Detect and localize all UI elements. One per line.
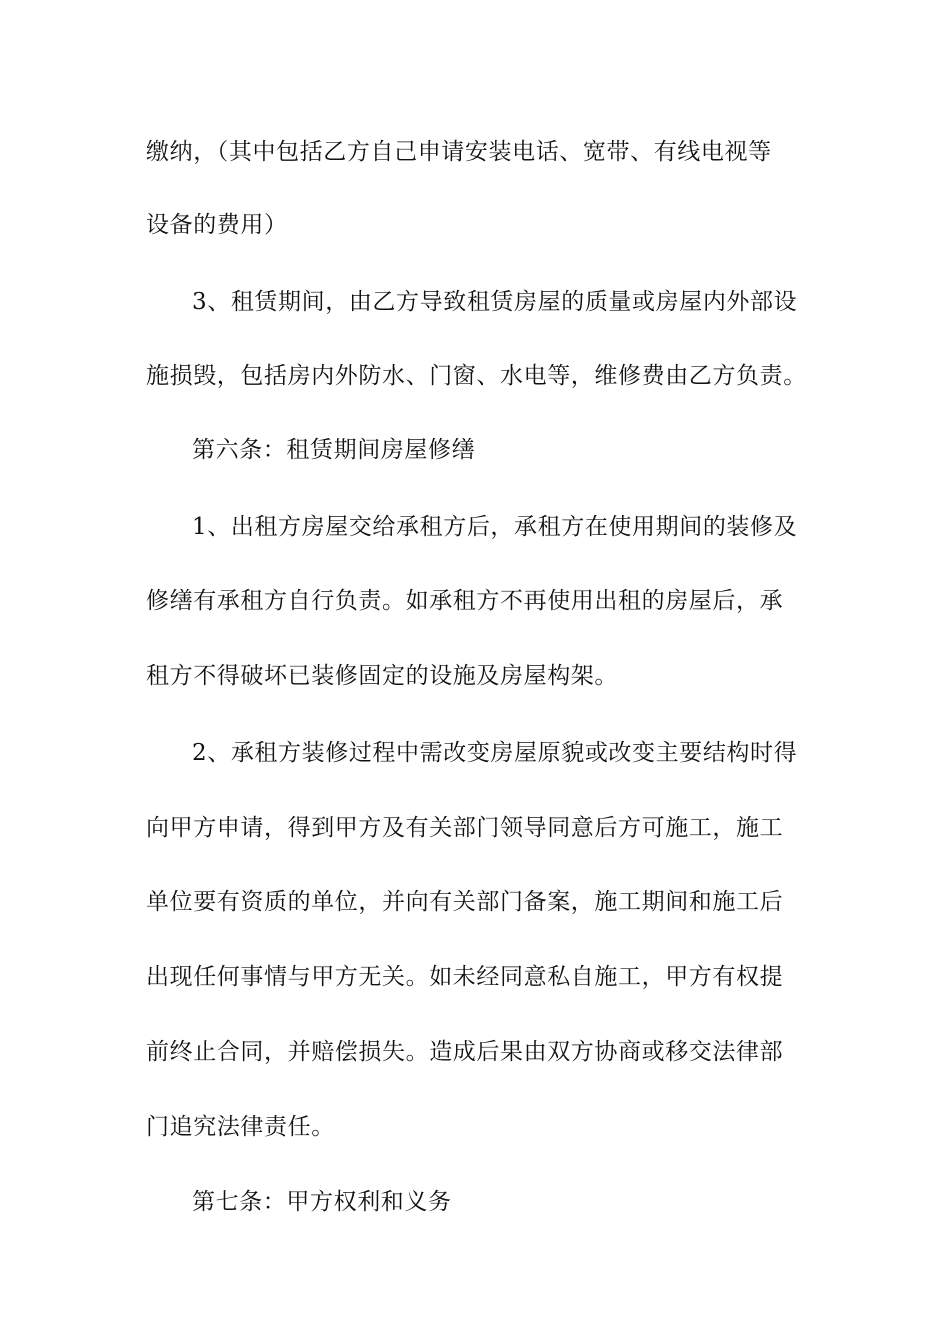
text-line: 出现任何事情与甲方无关。如未经同意私自施工，甲方有权提 [146, 964, 784, 990]
text-line: 缴纳，（其中包括乙方自己申请安装电话、宽带、有线电视等 [146, 139, 772, 165]
text-line: 门追究法律责任。 [146, 1114, 335, 1140]
text-line: 租方不得破坏已装修固定的设施及房屋构架。 [146, 663, 618, 689]
text-line: 单位要有资质的单位，并向有关部门备案，施工期间和施工后 [146, 889, 784, 915]
text-line: 设备的费用） [146, 212, 288, 238]
paragraph-line: 3、租赁期间，由乙方导致租赁房屋的质量或房屋内外部设 [192, 289, 798, 315]
paragraph-line: 2、承租方装修过程中需改变房屋原貌或改变主要结构时得 [192, 740, 798, 766]
section-heading: 第七条：甲方权利和义务 [192, 1189, 452, 1215]
text-line: 向甲方申请，得到甲方及有关部门领导同意后方可施工，施工 [146, 815, 784, 841]
paragraph-line: 1、出租方房屋交给承租方后，承租方在使用期间的装修及 [192, 514, 798, 540]
section-heading: 第六条：租赁期间房屋修缮 [192, 437, 476, 463]
text-line: 修缮有承租方自行负责。如承租方不再使用出租的房屋后，承 [146, 588, 784, 614]
text-line: 前终止合同，并赔偿损失。造成后果由双方协商或移交法律部 [146, 1039, 784, 1065]
text-line: 施损毁，包括房内外防水、门窗、水电等，维修费由乙方负责。 [146, 363, 807, 389]
